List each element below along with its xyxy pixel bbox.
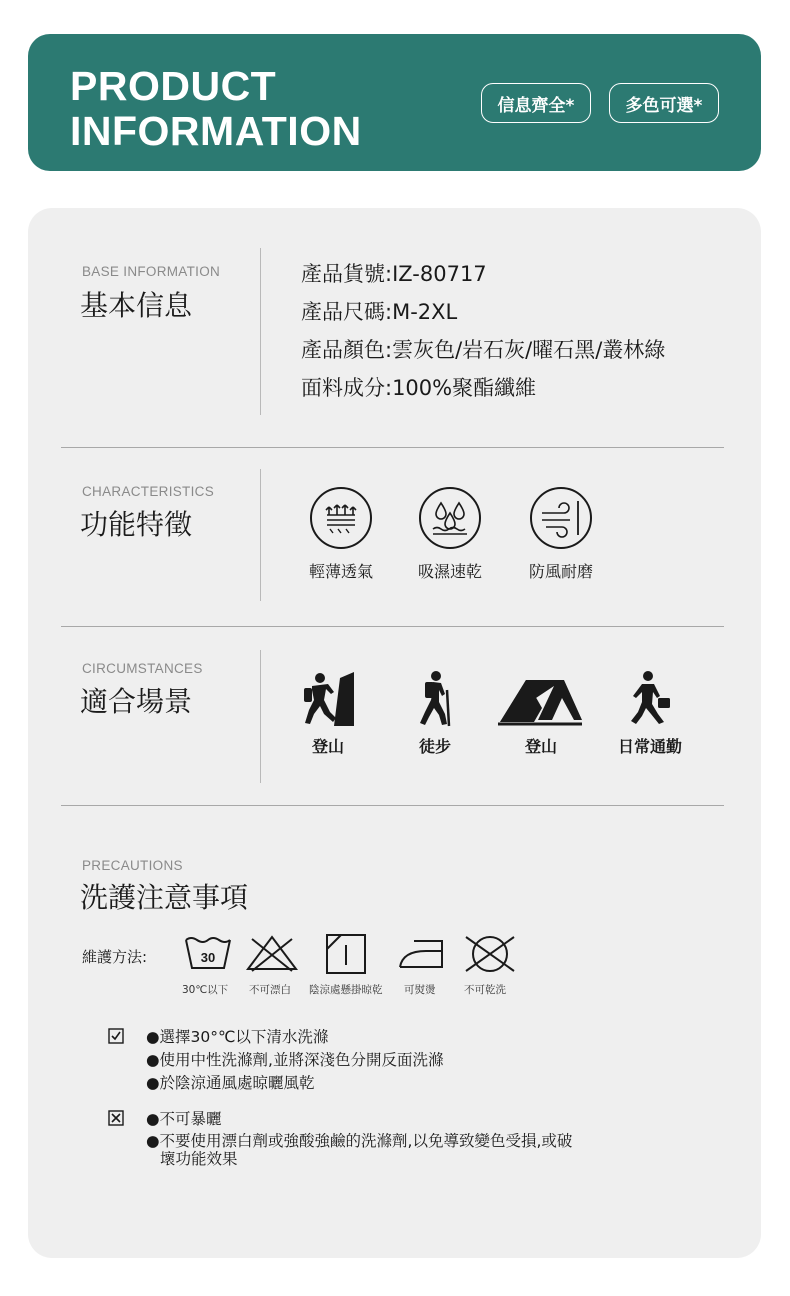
scene-label: 登山: [311, 737, 344, 756]
care-label: 30℃以下: [182, 984, 229, 996]
title-line-1: PRODUCT: [70, 63, 277, 109]
dont-note: ●不可暴曬: [146, 1110, 222, 1128]
precautions-title-zh: 洗護注意事項: [80, 881, 249, 914]
feature-label: 防風耐磨: [528, 562, 593, 581]
no-dry-clean-icon: [462, 933, 518, 975]
care-label: 不可乾洗: [464, 984, 506, 996]
product-code: 產品貨號:IZ-80717: [301, 262, 487, 286]
circumstances-title-zh: 適合場景: [80, 685, 193, 718]
page-title: [70, 64, 362, 154]
precautions-title-en: PRECAUTIONS: [82, 858, 183, 873]
wash-30-icon: [183, 933, 233, 973]
drip-dry-shade-icon: [325, 933, 367, 975]
checkbox-cross-icon: [108, 1110, 124, 1126]
scene-label: 登山: [524, 737, 557, 756]
product-size: 產品尺碼:M-2XL: [301, 300, 458, 324]
section-divider: [61, 447, 724, 448]
checkbox-checked-icon: [108, 1028, 124, 1044]
scene-climbing: [278, 668, 378, 757]
scene-camping: [491, 668, 591, 757]
care-label: 陰涼處懸掛晾乾: [309, 984, 383, 996]
commuter-icon: [620, 668, 680, 728]
breathable-icon: [308, 485, 374, 551]
characteristics-title-en: CHARACTERISTICS: [82, 484, 215, 499]
product-fabric: 面料成分:100%聚酯纖維: [301, 376, 537, 400]
section-divider: [61, 626, 724, 627]
info-complete-badge: 信息齊全*: [481, 83, 591, 123]
feature-breathable: [296, 485, 386, 582]
multi-color-badge: 多色可選*: [609, 83, 719, 123]
header-banner: [28, 34, 761, 171]
circumstances-title-en: CIRCUMSTANCES: [82, 661, 203, 676]
feature-label: 吸濕速乾: [417, 562, 482, 581]
do-note: ●選擇30°℃以下清水洗滌: [146, 1028, 329, 1046]
feature-label: 輕薄透氣: [308, 562, 373, 581]
water-drops-icon: [417, 485, 483, 551]
base-info-title-zh: 基本信息: [80, 289, 193, 322]
product-colors: 產品顏色:雲灰色/岩石灰/曜石黑/叢林綠: [301, 338, 666, 362]
do-note: ●使用中性洗滌劑,並將深淺色分開反面洗滌: [146, 1051, 444, 1069]
base-info-title-en: BASE INFORMATION: [82, 264, 221, 279]
wind-icon: [528, 485, 594, 551]
feature-windproof: [516, 485, 606, 582]
section-divider: [61, 805, 724, 806]
no-bleach-icon: [244, 933, 300, 973]
care-label: 不可漂白: [249, 984, 291, 996]
characteristics-divider: [260, 469, 261, 601]
tent-icon: [496, 668, 586, 728]
base-info-divider: [260, 248, 261, 415]
info-card: [28, 208, 761, 1258]
iron-icon: [396, 933, 446, 973]
scene-label: 徒步: [418, 737, 451, 756]
do-note: ●於陰涼通風處晾曬風乾: [146, 1074, 315, 1092]
scene-hiking: [385, 668, 485, 757]
care-label: 可熨燙: [404, 984, 436, 996]
scene-commuting: [600, 668, 700, 757]
dont-note: 壞功能效果: [160, 1150, 238, 1168]
feature-quick-dry: [405, 485, 495, 582]
characteristics-title-zh: 功能特徵: [80, 508, 193, 541]
climbing-icon: [298, 668, 358, 728]
circumstances-divider: [260, 650, 261, 783]
care-method-label: 維護方法:: [82, 948, 148, 966]
dont-note: ●不要使用漂白劑或強酸強鹼的洗滌劑,以免導致變色受損,或破: [146, 1132, 573, 1150]
wash-temp-text: 30: [200, 950, 216, 965]
hiking-icon: [405, 668, 465, 728]
title-line-2: INFORMATION: [70, 108, 362, 154]
scene-label: 日常通勤: [617, 737, 682, 756]
